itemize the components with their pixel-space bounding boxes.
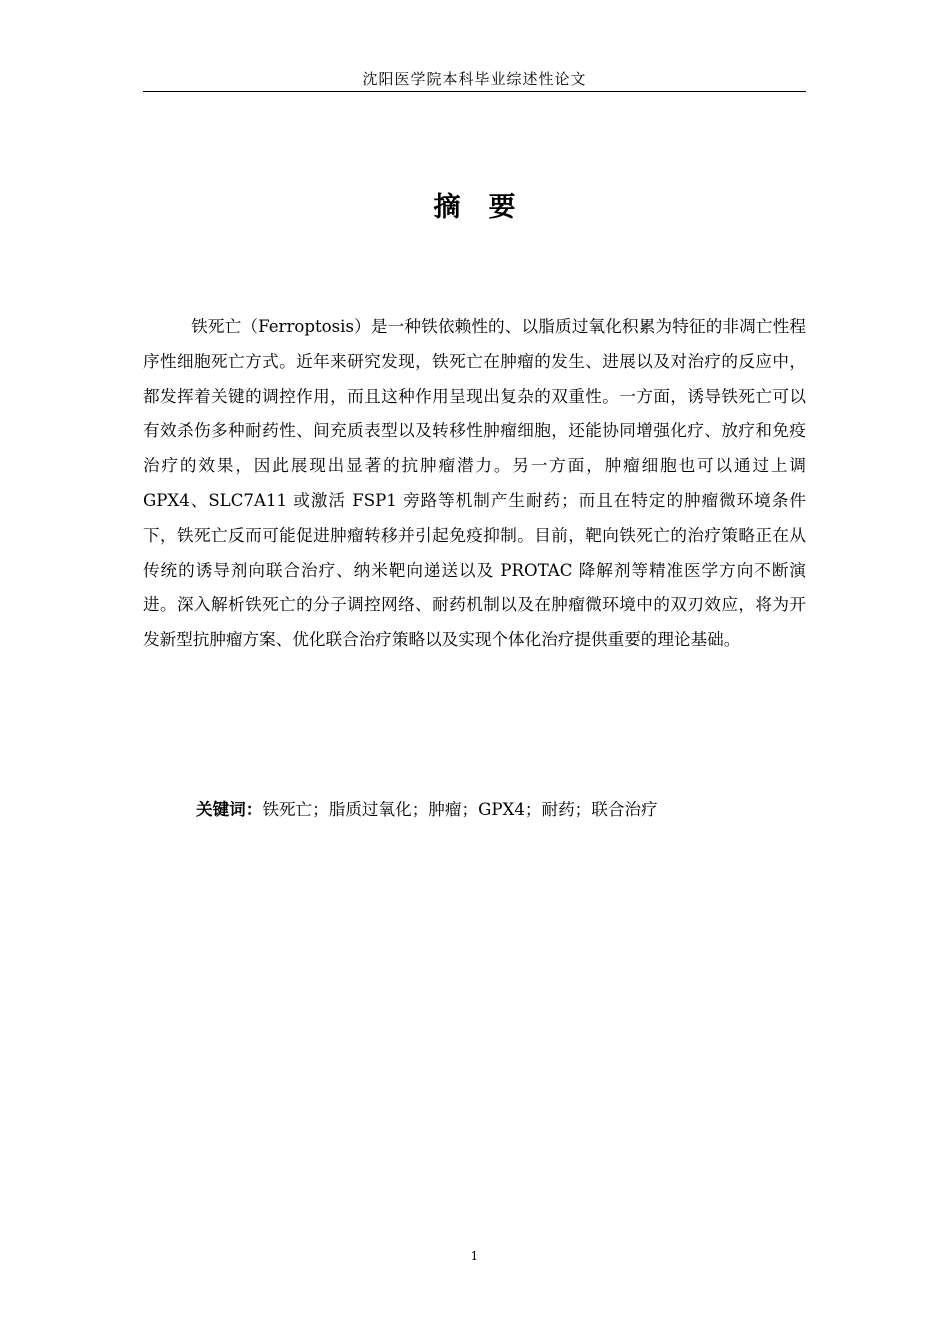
keywords-label: 关键词： xyxy=(196,800,263,819)
section-title xyxy=(143,188,806,228)
keywords-text: 铁死亡；脂质过氧化；肿瘤；GPX4；耐药；联合治疗 xyxy=(262,800,658,819)
abstract-paragraph: 铁死亡（Ferroptosis）是一种铁依赖性的、以脂质过氧化积累为特征的非凋亡性程序性细胞死亡方式。近年来研究发现，铁死亡在肿瘤的发生、进展以及对治疗的反应中，都发挥着关键的调控作用，而且这种作用呈现出复杂的双重性。一方面，诱导铁死亡可以有效杀伤多种耐药性、间充质表型以及转移性肿瘤细胞，还能协同增强化疗、放疗和免疫治疗的效果，因此展现出显著的抗肿瘤潜力。另一方面，肿瘤细胞也可以通过上调 GPX4、SLC7A11 或激活 FSP1 旁路等机制产生耐药；而且在特定的肿瘤微环境条件下，铁死亡反而可能促进肿瘤转移并引起免疫抑制。目前，靶向铁死亡的治疗策略正在从传统的诱导剂向联合治疗、纳米靶向递送以及 PROTAC 降解剂等精准医学方向不断演进。深入解析铁死亡的分子调控网络、耐药机制以及在肿瘤微环境中的双刃效应，将为开发新型抗肿瘤方案、优化联合治疗策略以及实现个体化治疗提供重要的理论基础。 xyxy=(143,317,806,650)
page-header: 沈阳医学院本科毕业综述性论文 xyxy=(362,70,587,88)
title-char-2: 要 xyxy=(488,192,516,223)
header-divider xyxy=(143,91,806,92)
page-number: 1 xyxy=(470,1249,479,1263)
keywords-line xyxy=(196,793,806,827)
title-char-1: 摘 xyxy=(433,192,461,223)
